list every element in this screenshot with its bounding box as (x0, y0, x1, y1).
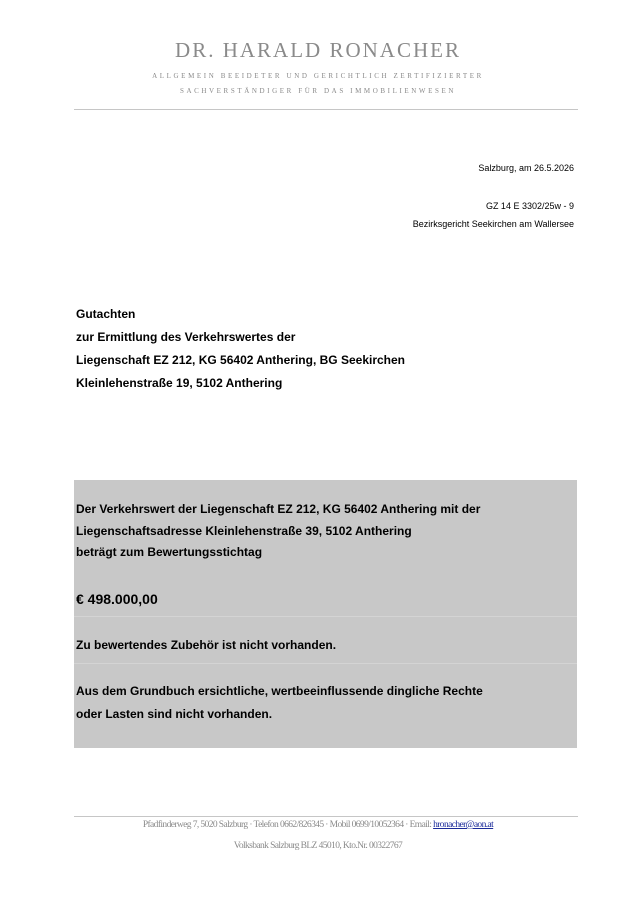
title-line: zur Ermittlung des Verkehrswertes der (76, 330, 296, 344)
court-name: Bezirksgericht Seekirchen am Wallersee (412, 219, 574, 229)
footer-contact-text: Pfadfinderweg 7, 5020 Salzburg · Telefon 0662/826345 · Mobil 0699/10052364 · Email: (142, 820, 434, 830)
footer-bank-line: Volksbank Salzburg BLZ 45010, Kto.Nr. 00322767 (233, 841, 403, 851)
footer-divider (74, 816, 578, 817)
header-divider (74, 109, 578, 110)
valuation-result-box (74, 480, 577, 748)
result-text-line: beträgt zum Bewertungsstichtag (76, 545, 263, 559)
document-title-block (76, 303, 405, 395)
title-line: Gutachten (76, 307, 136, 321)
result-text-line: Der Verkehrswert der Liegenschaft EZ 212, KG 56402 Anthering mit der (76, 502, 481, 516)
footer-contact-line (0, 820, 636, 830)
rights-note-line: Aus dem Grundbuch ersichtliche, wertbeeinflussende dingliche Rechte (76, 684, 483, 698)
result-divider (74, 663, 577, 664)
title-line: Liegenschaft EZ 212, KG 56402 Anthering, BG Seekirchen (76, 353, 405, 367)
letterhead-title-line-1: ALLGEMEIN BEEIDETER UND GERICHTLICH ZERTIFIZIERTER (152, 72, 484, 80)
title-line: Kleinlehenstraße 19, 5102 Anthering (76, 376, 283, 390)
market-value: € 498.000,00 (76, 591, 158, 607)
footer-email-link[interactable]: hronacher@aon.at (433, 820, 494, 830)
letterhead-title-line-2: SACHVERSTÄNDIGER FÜR DAS IMMOBILIENWESEN (179, 87, 457, 95)
letterhead-name: DR. HARALD RONACHER (175, 38, 461, 62)
place-date: Salzburg, am 26.5.2026 (478, 163, 574, 173)
rights-note-line: oder Lasten sind nicht vorhanden. (76, 707, 273, 721)
accessories-note: Zu bewertendes Zubehör ist nicht vorhanden. (76, 638, 337, 652)
result-divider (74, 616, 577, 617)
file-number: GZ 14 E 3302/25w - 9 (485, 201, 574, 211)
result-text-line: Liegenschaftsadresse Kleinlehenstraße 39, 5102 Anthering (76, 524, 412, 538)
